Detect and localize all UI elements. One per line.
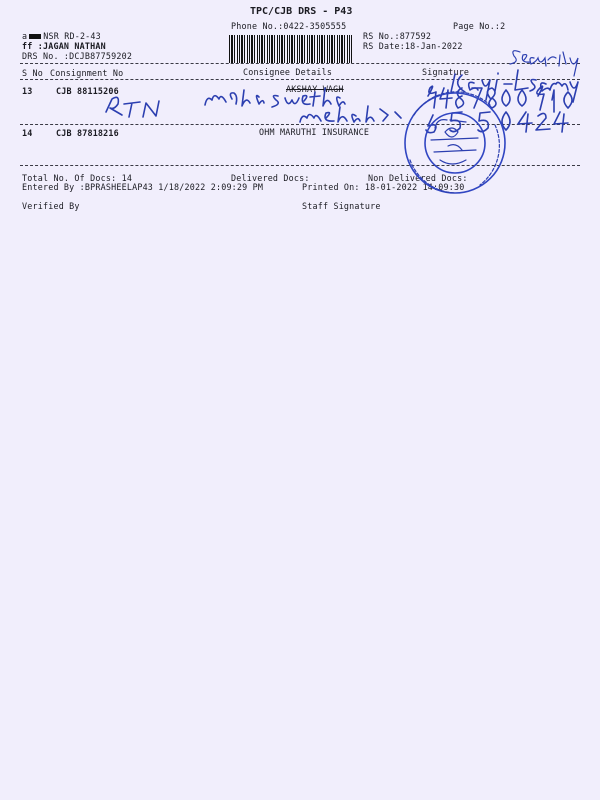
handwritten-name-line1	[205, 88, 345, 107]
col-signature: Signature	[422, 67, 470, 77]
row-14-sno: 14	[22, 128, 33, 138]
col-consignee: Consignee Details	[243, 67, 333, 77]
handwritten-rtn	[106, 97, 159, 117]
company-stamp	[405, 92, 505, 193]
entered-by: Entered By :BPRASHEELAP43 1/18/2022 2:09:29 PM	[22, 182, 264, 192]
printed-on: Printed On: 18-01-2022 14:09:30	[302, 182, 465, 192]
drs-number: DRS No. :DCJB87759202	[22, 51, 133, 61]
page-number: Page No.:2	[453, 21, 506, 31]
handwritten-phone	[395, 86, 572, 132]
row-13-consignee: AKSHAY WAGH	[286, 84, 344, 94]
total-docs: Total No. Of Docs: 14	[22, 173, 133, 183]
handwritten-security	[510, 51, 578, 76]
col-sno: S No	[22, 68, 43, 78]
route-line: a NSR RD-2-43	[22, 31, 101, 41]
verified-by: Verified By	[22, 201, 80, 211]
phone-number: Phone No.:0422-3505555	[231, 21, 347, 31]
staff-signature: Staff Signature	[302, 201, 381, 211]
row-14-consignment: CJB 87818216	[56, 128, 119, 138]
rs-date: RS Date:18-Jan-2022	[363, 41, 463, 51]
staff-line: ff :JAGAN NATHAN	[22, 41, 106, 51]
non-delivered-docs: Non Delivered Docs:	[368, 173, 468, 183]
rs-number: RS No.:877592	[363, 31, 432, 41]
delivered-docs: Delivered Docs:	[231, 173, 310, 183]
handwritten-signature	[451, 70, 578, 102]
row-13-sno: 13	[22, 86, 33, 96]
row-13-consignment: CJB 88115206	[56, 86, 119, 96]
handwritten-name-line2	[300, 106, 388, 122]
row-14-consignee: OHM MARUTHI INSURANCE	[259, 127, 370, 137]
staff-name: JAGAN NATHAN	[42, 41, 106, 51]
drs-title: TPC/CJB DRS - P43	[250, 6, 353, 17]
col-consignment: Consignment No	[50, 68, 124, 78]
